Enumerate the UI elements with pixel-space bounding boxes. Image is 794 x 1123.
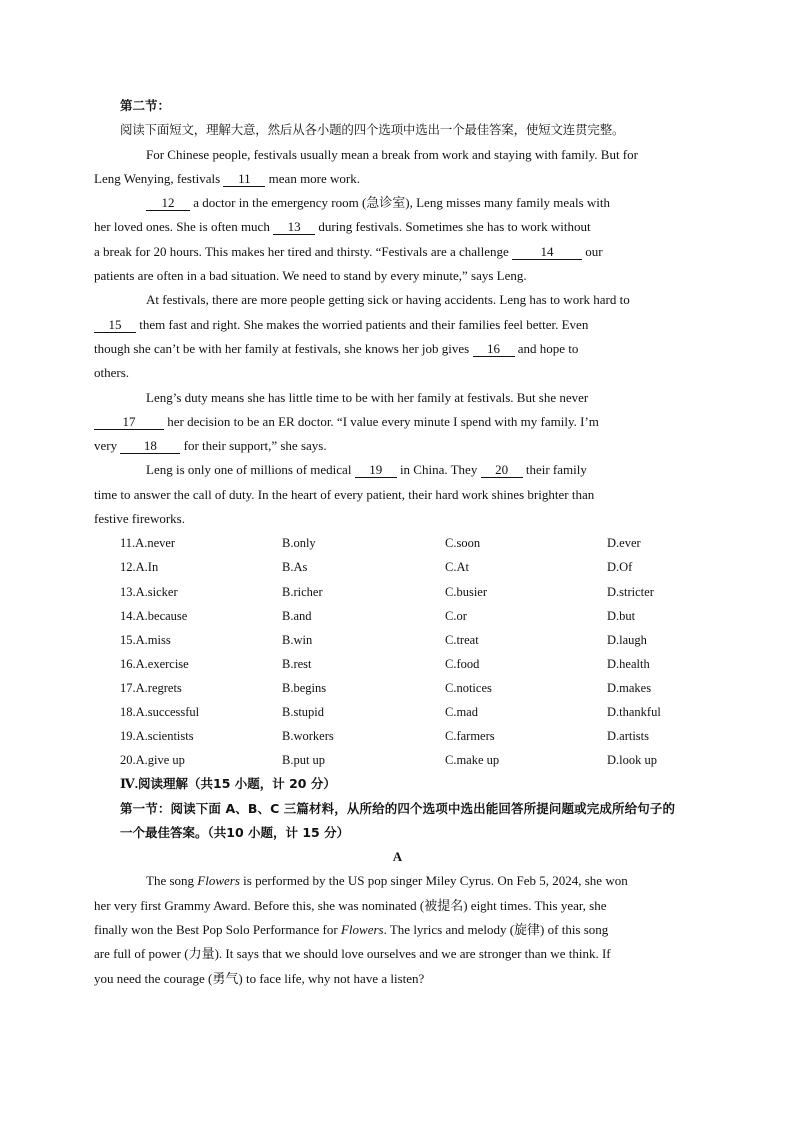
option[interactable]: C.At <box>445 560 469 575</box>
option[interactable]: 19.A.scientists <box>120 729 194 744</box>
cloze-paragraph-4 <box>94 386 675 459</box>
text: her loved ones. She is often much <box>94 219 274 235</box>
text: For Chinese people, festivals usually mean a break from work and staying with family. But for <box>146 146 638 162</box>
option[interactable]: 15.A.miss <box>120 632 171 647</box>
option[interactable]: D.makes <box>607 680 652 695</box>
text: mean more work. <box>265 170 361 186</box>
text: is performed by the US pop singer Miley Cyrus. On Feb 5, 2024, she won <box>239 873 628 889</box>
cloze-paragraph-2 <box>94 191 675 288</box>
blank-17[interactable]: 17 <box>94 415 164 430</box>
text: . The lyrics and melody (旋律) of this song <box>383 922 609 938</box>
text: a break for 20 hours. This makes her tired and thirsty. “Festivals are a challenge <box>94 243 513 259</box>
song-title: Flowers <box>340 922 384 938</box>
text: festive fireworks. <box>94 511 185 527</box>
option[interactable]: D.artists <box>607 729 650 744</box>
option-row <box>120 531 675 555</box>
text: time to answer the call of duty. In the heart of every patient, their hard work shines brighter than <box>94 486 595 502</box>
text: her decision to be an ER doctor. “I value every minute I spend with my family. I’m <box>164 413 599 429</box>
blank-20[interactable]: 20 <box>481 463 523 478</box>
section-heading: 第二节： <box>120 98 171 113</box>
option[interactable]: 14.A.because <box>120 608 188 623</box>
option[interactable]: B.win <box>282 632 313 647</box>
reading-instruction: 第一节：阅读下面 A、B、C 三篇材料，从所给的四个选项中选出能回答所提问题或完成所给句子的一个最佳答案。（共10 小题，计 15 分） <box>120 800 675 840</box>
option[interactable]: C.soon <box>445 536 481 551</box>
option[interactable]: B.richer <box>282 584 323 599</box>
text: Leng Wenying, festivals <box>94 170 224 186</box>
option[interactable]: D.ever <box>607 536 641 551</box>
option[interactable]: D.health <box>607 656 650 671</box>
option[interactable]: 18.A.successful <box>120 705 200 719</box>
option[interactable]: D.Of <box>607 560 633 575</box>
option[interactable]: C.or <box>445 608 467 623</box>
option[interactable]: C.make up <box>445 753 500 768</box>
options-list <box>120 531 675 772</box>
option[interactable]: D.stricter <box>607 584 654 599</box>
cloze-paragraph-3 <box>94 288 675 385</box>
blank-11[interactable]: 11 <box>223 172 265 187</box>
text: The song <box>146 873 198 889</box>
text: a doctor in the emergency room (急诊室), Leng misses many family meals with <box>190 195 610 211</box>
option[interactable]: B.put up <box>282 753 326 768</box>
section-number: Ⅳ. <box>120 776 139 792</box>
blank-16[interactable]: 16 <box>473 342 515 357</box>
blank-15[interactable]: 15 <box>94 318 136 333</box>
song-title: Flowers <box>197 873 240 889</box>
text: their family <box>522 462 587 478</box>
section-instruction: 阅读下面短文，理解大意，然后从各小题的四个选项中选出一个最佳答案，使短文连贯完整。 <box>120 122 625 138</box>
text: Leng is only one of millions of medical <box>146 462 355 478</box>
option[interactable]: B.workers <box>282 729 334 744</box>
reading-section-title <box>120 772 675 796</box>
text: you need the courage (勇气) to face life, why not have a listen? <box>94 970 425 986</box>
option[interactable]: C.busier <box>445 584 488 599</box>
option[interactable]: 20.A.give up <box>120 753 185 768</box>
option[interactable]: B.and <box>282 608 312 623</box>
text: patients are often in a bad situation. We need to stand by every minute,” says Leng. <box>94 268 527 284</box>
option-row <box>120 700 675 724</box>
option[interactable]: D.but <box>607 608 636 623</box>
option[interactable]: B.As <box>282 560 308 575</box>
option[interactable]: 16.A.exercise <box>120 656 189 671</box>
option[interactable]: 13.A.sicker <box>120 584 178 599</box>
cloze-paragraph-1 <box>94 143 675 192</box>
option-row <box>120 628 675 652</box>
text: Leng’s duty means she has little time to be with her family at festivals. But she never <box>146 389 589 405</box>
blank-19[interactable]: 19 <box>355 463 397 478</box>
text: finally won the Best Pop Solo Performance for <box>94 922 341 938</box>
blank-18[interactable]: 18 <box>120 439 180 454</box>
option[interactable]: D.laugh <box>607 632 647 647</box>
option[interactable]: B.stupid <box>282 705 325 719</box>
option[interactable]: C.treat <box>445 632 479 647</box>
option[interactable]: 17.A.regrets <box>120 680 182 695</box>
option[interactable]: C.food <box>445 656 480 671</box>
option-row <box>120 748 675 772</box>
option[interactable]: B.rest <box>282 656 312 671</box>
option[interactable]: C.notices <box>445 680 492 695</box>
option[interactable]: C.farmers <box>445 729 495 744</box>
text: in China. They <box>396 462 481 478</box>
option-row <box>120 724 675 748</box>
option[interactable]: 11.A.never <box>120 536 176 551</box>
option[interactable]: D.look up <box>607 753 657 768</box>
text: At festivals, there are more people getting sick or having accidents. Leng has to work hard to <box>146 292 630 308</box>
option[interactable]: D.thankful <box>607 705 661 719</box>
option[interactable]: 12.A.In <box>120 560 159 575</box>
blank-12[interactable]: 12 <box>146 196 190 211</box>
option[interactable]: B.only <box>282 536 316 551</box>
option[interactable]: C.mad <box>445 705 478 719</box>
text: her very first Grammy Award. Before this, she was nominated (被提名) eight times. This year, she <box>94 897 607 913</box>
blank-13[interactable]: 13 <box>273 220 315 235</box>
cloze-paragraph-5 <box>94 458 675 531</box>
text: are full of power (力量). It says that we should love ourselves and we are stronger than we think. If <box>94 946 611 962</box>
option-row <box>120 652 675 676</box>
text: others. <box>94 365 130 381</box>
text: though she can’t be with her family at festivals, she knows her job gives <box>94 340 473 356</box>
option[interactable]: B.begins <box>282 680 327 695</box>
exam-page <box>94 94 675 991</box>
option-row <box>120 604 675 628</box>
text: and hope to <box>514 340 579 356</box>
text: our <box>582 243 603 259</box>
passage-label: A <box>392 849 403 865</box>
text: very <box>94 438 121 454</box>
option-row <box>120 555 675 579</box>
option-row <box>120 580 675 604</box>
section-title-text: 阅读理解（共15 小题，计 20 分） <box>138 776 336 792</box>
text: during festivals. Sometimes she has to work without <box>315 219 591 235</box>
passage-a <box>94 869 675 990</box>
blank-14[interactable]: 14 <box>512 245 582 260</box>
text: them fast and right. She makes the worried patients and their families feel better. Even <box>136 316 589 332</box>
text: for their support,” she says. <box>180 438 327 454</box>
option-row <box>120 676 675 700</box>
